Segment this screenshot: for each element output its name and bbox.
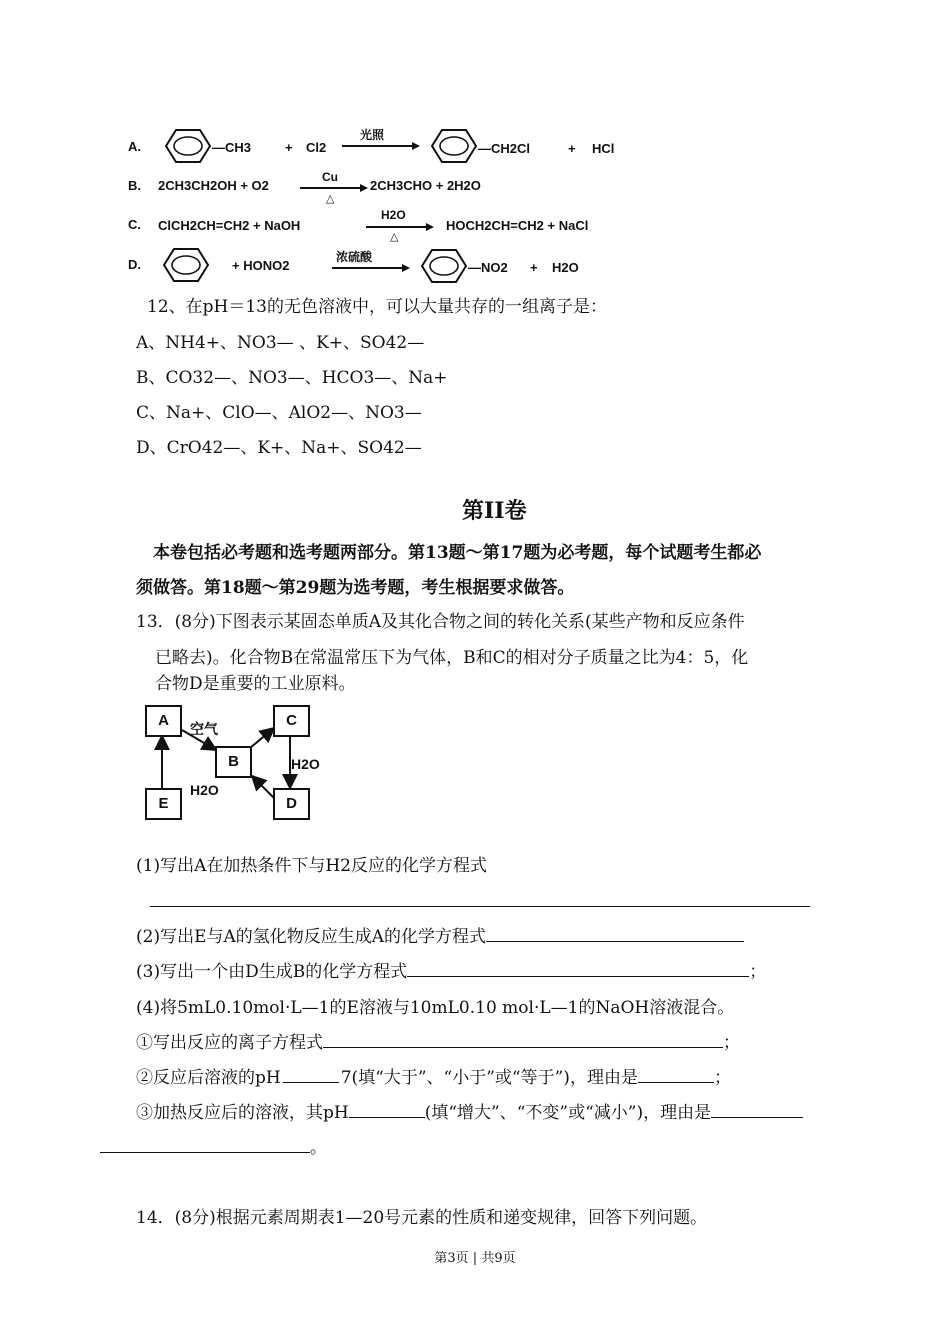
node-a: A bbox=[145, 705, 182, 737]
q13-sub1-row bbox=[136, 1028, 740, 1053]
answer-blank-ph-change[interactable] bbox=[349, 1103, 425, 1118]
q13-sub1-end: ； bbox=[723, 1033, 740, 1053]
q14-stem: 14．(8分)根据元素周期表1—20号元素的性质和递变规律，回答下列问题。 bbox=[136, 1208, 708, 1228]
q13-sub3-end: 。 bbox=[310, 1138, 327, 1158]
q12-option-c: C、Na+、ClO—、AlO2—、NO3— bbox=[136, 403, 422, 423]
page-footer: 第3页 | 共9页 bbox=[434, 1251, 516, 1266]
benzene-ring-icon bbox=[414, 244, 474, 288]
q13-part4: (4)将5mL0.10mol·L—1的E溶液与10mL0.10 mol·L—1的NaOH溶液混合。 bbox=[136, 998, 735, 1018]
reaction-d-plus2: + bbox=[530, 260, 538, 275]
q13-part1: (1)写出A在加热条件下与H2反应的化学方程式 bbox=[136, 856, 487, 876]
benzene-ring-icon bbox=[156, 243, 216, 287]
answer-line-1[interactable] bbox=[150, 890, 810, 907]
reaction-d-reagent: + HONO2 bbox=[232, 258, 290, 273]
q13-sub3-cont bbox=[100, 1133, 327, 1158]
q13-stem-line1: 13．(8分)下图表示某固态单质A及其化合物之间的转化关系(某些产物和反应条件 bbox=[136, 612, 745, 632]
reaction-a-plus2: + bbox=[568, 141, 576, 156]
reaction-c-label: C. bbox=[128, 217, 141, 232]
reaction-arrow-icon bbox=[340, 140, 420, 152]
reaction-a-methyl: —CH3 bbox=[212, 140, 252, 155]
answer-line-3[interactable] bbox=[407, 962, 749, 977]
node-e: E bbox=[145, 788, 182, 820]
answer-line-5[interactable] bbox=[100, 1138, 310, 1153]
answer-line-4[interactable] bbox=[323, 1033, 723, 1048]
q13-sub2b: 7(填“大于”、“小于”或“等于”)，理由是 bbox=[340, 1068, 638, 1088]
q12-option-b: B、CO32—、NO3—、HCO3—、Na+ bbox=[136, 368, 448, 388]
reaction-a-product: —CH2Cl bbox=[478, 141, 531, 156]
reaction-c-left: ClCH2CH=CH2 + NaOH bbox=[158, 218, 301, 233]
section-intro-line1: 本卷包括必考题和选考题两部分。第13题～第17题为必考题，每个试题考生都必 bbox=[153, 543, 762, 563]
benzene-ring-icon bbox=[424, 124, 484, 168]
q13-sub1: ①写出反应的离子方程式 bbox=[136, 1033, 323, 1053]
q13-part3-row bbox=[136, 957, 766, 982]
reaction-b-left: 2CH3CH2OH + O2 bbox=[158, 178, 269, 193]
q13-sub2-end: ； bbox=[713, 1068, 731, 1088]
q13-part2-row bbox=[136, 922, 744, 947]
q13-part2: (2)写出E与A的氢化物反应生成A的化学方程式 bbox=[136, 927, 487, 947]
q12-stem: 12、在pH＝13的无色溶液中，可以大量共存的一组离子是： bbox=[147, 297, 607, 317]
q13-stem-line3: 合物D是重要的工业原料。 bbox=[155, 674, 356, 694]
reaction-arrow-icon bbox=[330, 262, 410, 274]
q13-part3-end: ； bbox=[749, 962, 767, 982]
q13-sub3a: ③加热反应后的溶液，其pH bbox=[136, 1103, 349, 1123]
q12-option-a: A、NH4+、NO3— 、K+、SO42— bbox=[136, 333, 425, 353]
answer-blank-reason-2[interactable] bbox=[638, 1068, 714, 1083]
answer-blank-ph[interactable] bbox=[283, 1068, 339, 1083]
q13-sub2a: ②反应后溶液的pH bbox=[136, 1068, 281, 1088]
answer-blank-reason-3[interactable] bbox=[711, 1103, 803, 1118]
answer-line-2[interactable] bbox=[486, 927, 744, 942]
section-title: 第II卷 bbox=[462, 498, 527, 524]
q13-sub3b: (填“增大”、“不变”或“减小”)，理由是 bbox=[424, 1103, 712, 1123]
q13-sub2-row bbox=[136, 1063, 731, 1088]
q13-stem-line2: 已略去)。化合物B在常温常压下为气体，B和C的相对分子质量之比为4：5，化 bbox=[155, 648, 749, 668]
section-intro-line2: 须做答。第18题～第29题为选考题，考生根据要求做答。 bbox=[136, 578, 575, 598]
reaction-c-heat: △ bbox=[390, 231, 399, 243]
reaction-d-byproduct: H2O bbox=[552, 260, 579, 275]
reaction-b-catalyst: Cu bbox=[322, 170, 338, 184]
reaction-b-right: 2CH3CHO + 2H2O bbox=[370, 178, 481, 193]
reaction-a-reagent: Cl2 bbox=[306, 140, 327, 155]
node-b: B bbox=[215, 746, 252, 778]
label-air: 空气 bbox=[190, 721, 218, 737]
benzene-ring-icon bbox=[158, 124, 218, 168]
reaction-a-plus: + bbox=[285, 140, 293, 155]
label-h2o-left: H2O bbox=[190, 782, 219, 798]
label-h2o-right: H2O bbox=[291, 756, 320, 772]
q13-part3: (3)写出一个由D生成B的化学方程式 bbox=[136, 962, 408, 982]
reaction-a-label: A. bbox=[128, 139, 141, 154]
reaction-b-label: B. bbox=[128, 178, 141, 193]
reaction-c-solvent: H2O bbox=[381, 208, 406, 222]
node-d: D bbox=[273, 788, 310, 820]
reaction-b-heat: △ bbox=[326, 193, 335, 205]
reaction-a-condition: 光照 bbox=[360, 128, 385, 142]
reaction-arrow-icon bbox=[364, 221, 434, 233]
q12-option-d: D、CrO42—、K+、Na+、SO42— bbox=[136, 438, 422, 458]
node-c: C bbox=[273, 705, 310, 737]
reaction-d-product: —NO2 bbox=[468, 260, 508, 275]
reaction-d-label: D. bbox=[128, 257, 141, 272]
reaction-c-right: HOCH2CH=CH2 + NaCl bbox=[446, 218, 589, 233]
q13-sub3-row bbox=[136, 1098, 803, 1123]
reaction-d-catalyst: 浓硫酸 bbox=[336, 250, 373, 264]
reaction-a-byproduct: HCl bbox=[592, 141, 615, 156]
